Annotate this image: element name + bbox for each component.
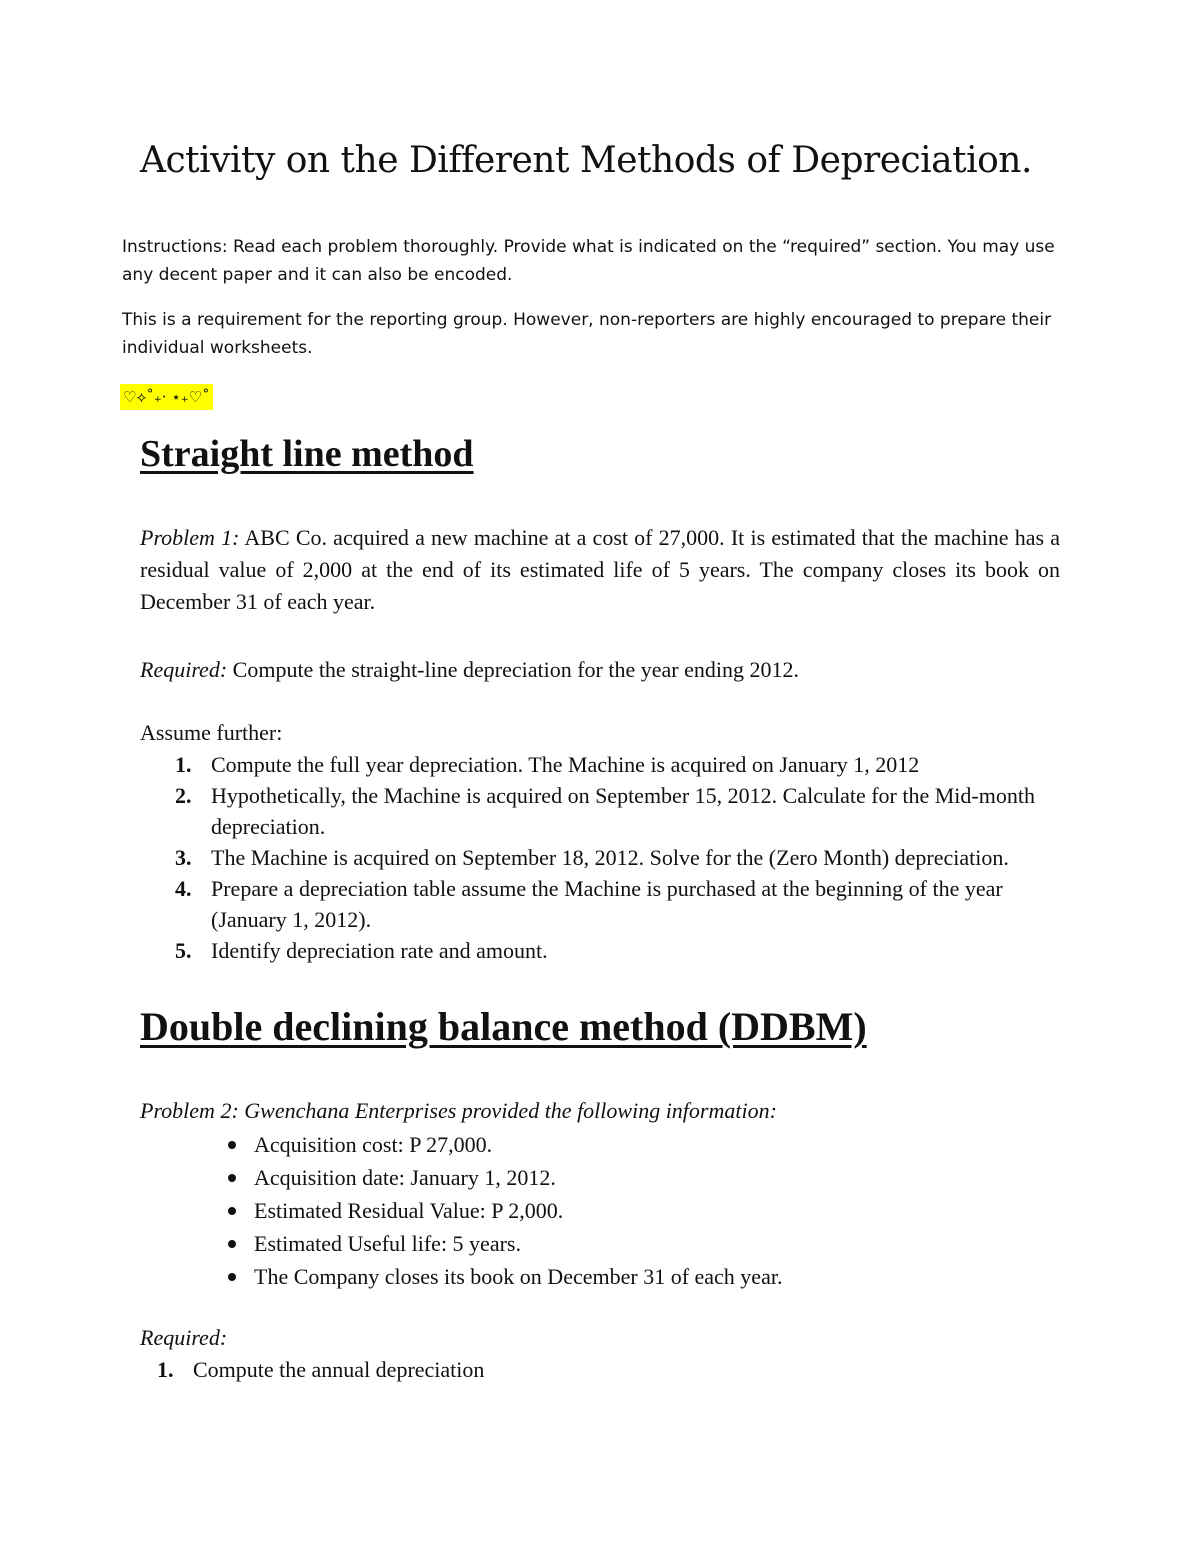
required-1-label: Required: xyxy=(140,657,228,682)
bullet-icon xyxy=(228,1207,236,1215)
list-item-text: The Machine is acquired on September 18, 2012. Solve for the (Zero Month) depreciation. xyxy=(211,845,1009,870)
problem-2-paragraph: Problem 2: Gwenchana Enterprises provided the following information: xyxy=(140,1098,777,1123)
instructions-paragraph: Instructions: Read each problem thoroughly. Provide what is indicated on the “required” section. You may use any decent paper and it can also be encoded. xyxy=(122,237,1055,285)
list-number: 2. xyxy=(175,783,192,808)
list-item xyxy=(175,935,1060,966)
required-2-label: Required: xyxy=(140,1325,228,1350)
list-item xyxy=(175,780,1060,842)
ddbm-heading: Double declining balance method (DDBM) xyxy=(140,1004,867,1049)
bullet-icon xyxy=(228,1141,236,1149)
required-1-text: Compute the straight-line depreciation for the year ending 2012. xyxy=(227,657,799,682)
requirement-note: This is a requirement for the reporting group. However, non-reporters are highly encouraged to prepare their individual worksheets. xyxy=(122,310,1052,358)
list-item-text: Estimated Useful life: 5 years. xyxy=(254,1231,521,1256)
problem-2-info-list xyxy=(228,1129,1060,1292)
list-item-text: Acquisition cost: P 27,000. xyxy=(254,1132,493,1157)
list-item xyxy=(228,1162,1060,1193)
list-item xyxy=(175,873,1060,935)
list-item-text: Hypothetically, the Machine is acquired on September 15, 2012. Calculate for the Mid-month depreciation. xyxy=(211,783,1035,839)
straight-line-heading: Straight line method xyxy=(140,433,474,475)
problem-1-paragraph xyxy=(140,522,1060,618)
page-title: Activity on the Different Methods of Depreciation. xyxy=(140,140,1032,181)
list-item xyxy=(228,1228,1060,1259)
list-item-text: Compute the full year depreciation. The Machine is acquired on January 1, 2012 xyxy=(211,752,920,777)
list-item xyxy=(228,1195,1060,1226)
list-item-text: Acquisition date: January 1, 2012. xyxy=(254,1165,556,1190)
assume-further-label: Assume further: xyxy=(140,720,283,745)
assumptions-list xyxy=(175,749,1060,966)
bullet-icon xyxy=(228,1174,236,1182)
list-item xyxy=(157,1354,1042,1385)
list-item xyxy=(175,842,1060,873)
list-item xyxy=(228,1129,1060,1160)
list-number: 5. xyxy=(175,938,192,963)
list-item xyxy=(228,1261,1060,1292)
list-item-text: Prepare a depreciation table assume the Machine is purchased at the beginning of the year (January 1, 2012). xyxy=(211,876,1003,932)
problem-1-label: Problem 1: xyxy=(140,525,240,550)
bullet-icon xyxy=(228,1273,236,1281)
bullet-icon xyxy=(228,1240,236,1248)
list-number: 1. xyxy=(157,1357,174,1382)
list-number: 1. xyxy=(175,752,192,777)
list-item xyxy=(175,749,1060,780)
list-item-text: The Company closes its book on December 31 of each year. xyxy=(254,1264,783,1289)
problem-1-text: ABC Co. acquired a new machine at a cost of 27,000. It is estimated that the machine has a residual value of 2,000 at the end of its estimated life of 5 years. The company closes its book on December 31 of each year. xyxy=(140,525,1060,614)
list-number: 3. xyxy=(175,845,192,870)
list-item-text: Identify depreciation rate and amount. xyxy=(211,938,548,963)
required-2-list xyxy=(157,1354,1042,1385)
list-item-text: Compute the annual depreciation xyxy=(193,1357,485,1382)
highlighted-decoration: ♡⟡˚₊‧ ⋆₊♡˚ xyxy=(120,384,213,410)
list-number: 4. xyxy=(175,876,192,901)
required-1-paragraph xyxy=(140,654,799,686)
list-item-text: Estimated Residual Value: P 2,000. xyxy=(254,1198,564,1223)
